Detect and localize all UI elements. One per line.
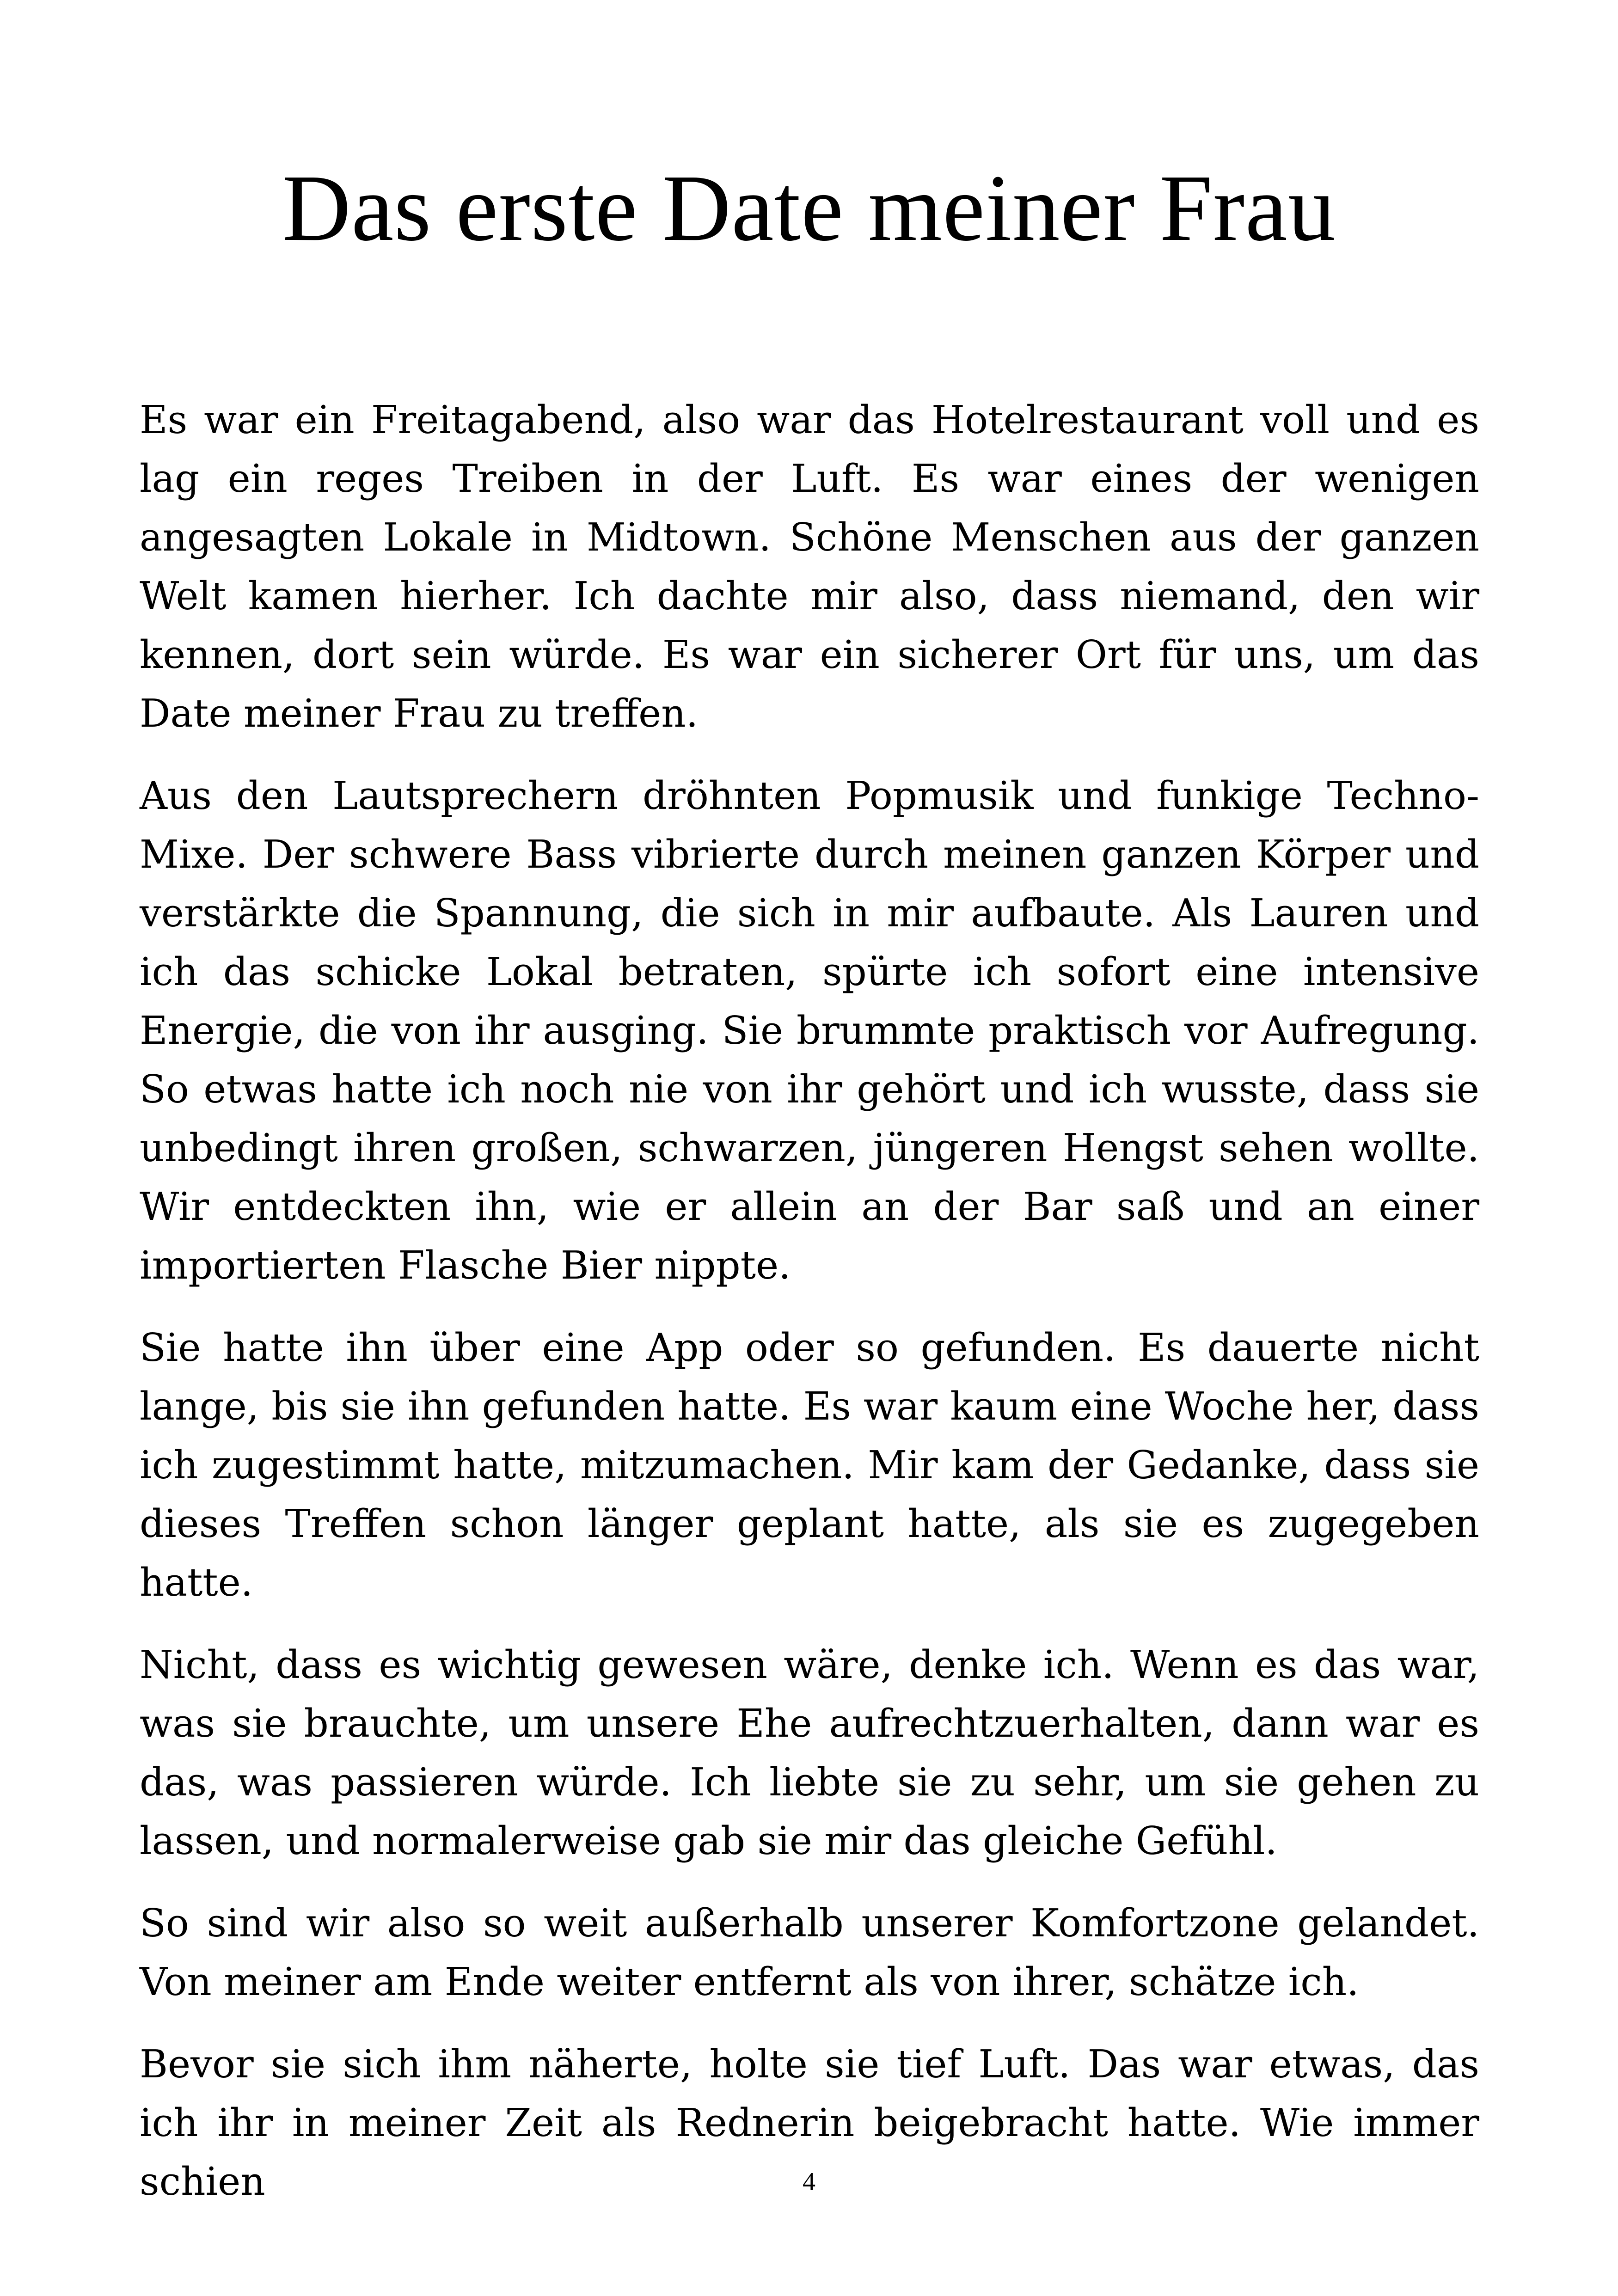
- paragraph-5: So sind wir also so weit außerhalb unserer Komfortzone gelandet. Von meiner am Ende weiter entfernt als von ihrer, schätze ich.: [140, 1901, 1479, 2004]
- paragraph-6: Bevor sie sich ihm näherte, holte sie tief Luft. Das war etwas, das ich ihr in meiner Zeit als Rednerin beigebracht hatte. Wie immer schien: [140, 2042, 1479, 2204]
- paragraph-4: Nicht, dass es wichtig gewesen wäre, denke ich. Wenn es das war, was sie brauchte, um unsere Ehe aufrechtzuerhalten, dann war es das, was passieren würde. Ich liebte sie zu sehr, um sie gehen zu lassen, und normalerweise gab sie mir das gleiche Gefühl.: [140, 1642, 1479, 1863]
- page-title: Das erste Date meiner Frau: [282, 155, 1336, 261]
- body-text: [140, 391, 1479, 2235]
- paragraph-1: Es war ein Freitagabend, also war das Hotelrestaurant voll und es lag ein reges Treiben in der Luft. Es war eines der wenigen angesagten Lokale in Midtown. Schöne Menschen aus der ganzen Welt kamen hierher. Ich dachte mir also, dass niemand, den wir kennen, dort sein würde. Es war ein sicherer Ort für uns, um das Date meiner Frau zu treffen.: [140, 398, 1479, 736]
- paragraph-3: Sie hatte ihn über eine App oder so gefunden. Es dauerte nicht lange, bis sie ihn gefunden hatte. Es war kaum eine Woche her, dass ich zugestimmt hatte, mitzumachen. Mir kam der Gedanke, dass sie dieses Treffen schon länger geplant hatte, als sie es zugegeben hatte.: [140, 1325, 1479, 1605]
- page-number: 4: [803, 2167, 815, 2196]
- paragraph-2: Aus den Lautsprechern dröhnten Popmusik und funkige Techno-Mixe. Der schwere Bass vibrierte durch meinen ganzen Körper und verstärkte die Spannung, die sich in mir aufbaute. Als Lauren und ich das schicke Lokal betraten, spürte ich sofort eine intensive Energie, die von ihr ausging. Sie brummte praktisch vor Aufregung. So etwas hatte ich noch nie von ihr gehört und ich wusste, dass sie unbedingt ihren großen, schwarzen, jüngeren Hengst sehen wollte. Wir entdeckten ihn, wie er allein an der Bar saß und an einer importierten Flasche Bier nippte.: [140, 773, 1479, 1288]
